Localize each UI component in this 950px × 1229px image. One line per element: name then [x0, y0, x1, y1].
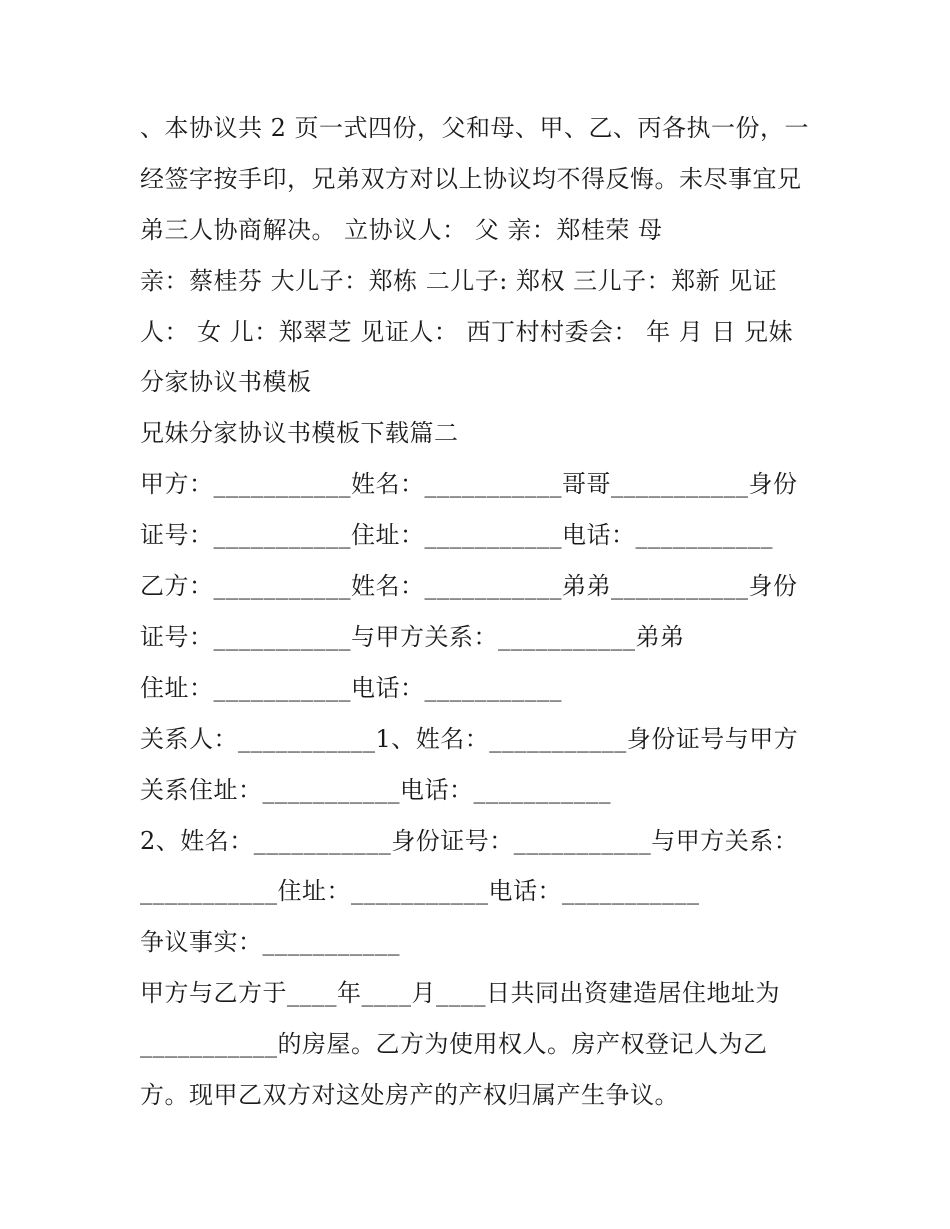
text-line-18: 甲方与乙方于____年____月____日共同出资建造居住地址为: [140, 979, 780, 1007]
text-line-20: 方。现甲乙双方对这处房产的产权归属产生争议。: [140, 1081, 679, 1109]
text-line-9: 证号：___________住址：___________电话：___________: [140, 521, 773, 549]
text-line-2: 经签字按手印，兄弟双方对以上协议均不得反悔。未尽事宜兄: [140, 165, 802, 193]
text-line-11: 证号：___________与甲方关系：___________弟弟: [140, 623, 685, 651]
section-heading: 兄妹分家协议书模板下载篇二: [140, 419, 459, 447]
text-line-4: 亲：蔡桂芬 大儿子：郑栋 二儿子: 郑权 三儿子：郑新 见证: [140, 267, 778, 295]
text-line-6: 分家协议书模板: [140, 368, 312, 396]
text-line-19: ___________的房屋。乙方为使用权人。房产权登记人为乙: [140, 1030, 768, 1058]
text-line-13: 关系人：___________1、姓名：___________身份证号与甲方: [140, 725, 799, 753]
text-line-14: 关系住址：___________电话：___________: [140, 776, 611, 804]
text-line-16: ___________住址：___________电话：___________: [140, 877, 700, 905]
text-line-1: 、本协议共 2 页一式四份，父和母、甲、乙、丙各执一份，一: [140, 114, 810, 142]
text-line-5: 人： 女 儿：郑翠芝 见证人： 西丁村村委会： 年 月 日 兄妹: [140, 318, 794, 346]
text-line-8: 甲方：___________姓名：___________哥哥___________身份: [140, 470, 798, 498]
text-line-12: 住址：___________电话：___________: [140, 674, 562, 702]
text-line-10: 乙方：___________姓名：___________弟弟___________身份: [140, 572, 798, 600]
text-line-17: 争议事实：___________: [140, 928, 400, 956]
text-line-15: 2、姓名：___________身份证号：___________与甲方关系：: [140, 827, 799, 855]
text-line-3: 弟三人协商解决。 立协议人： 父 亲：郑桂荣 母: [140, 216, 663, 244]
